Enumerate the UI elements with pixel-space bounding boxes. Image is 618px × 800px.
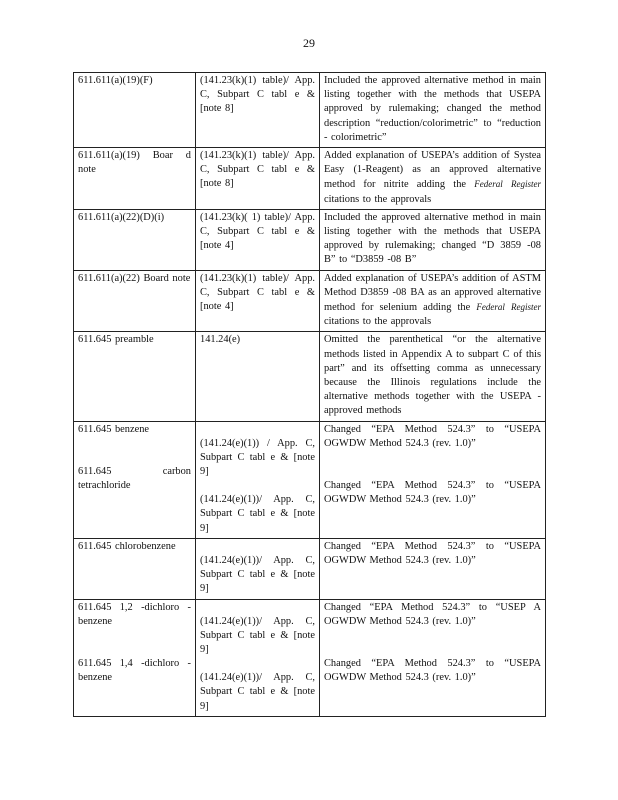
comment-text: Changed “EPA Method 524.3” to “USEPA OGWDW Method 524.3 (rev. 1.0)”	[324, 657, 541, 684]
comment-text: Changed “EPA Method 524.3” to “USEPA OGWDW Method 524.3 (rev. 1.0)”	[324, 423, 541, 449]
register-word: Register	[510, 302, 541, 313]
section-text: 611.645 1,2 -dichloro - benzene	[78, 601, 191, 627]
source-cell	[196, 599, 320, 716]
table-row	[74, 599, 546, 716]
section-cell: 611.611(a)(22) Board note	[74, 270, 196, 332]
source-cell: (141.23(k)(1) table)/ App. C, Subpart C tabl e & [note 8]	[196, 148, 320, 210]
source-cell	[196, 538, 320, 599]
comment-text: Added explanation of USEPA’s addition of ASTM Method D3859 -08 BA as an approved alternative method for selenium adding the	[324, 272, 541, 314]
comment-cell: Included the approved alternative method in main listing together with the methods that USEPA approved by rulemaking; changed the method description “reduction/colorimetric” to “reduction - colorimetric”	[320, 73, 546, 148]
section-cell: 611.645 preamble	[74, 332, 196, 421]
table-row	[74, 73, 546, 148]
table-row	[74, 148, 546, 210]
federal-word: Federal	[474, 179, 503, 190]
comment-cell	[320, 270, 546, 332]
page-number: 29	[303, 36, 315, 50]
register-word: Register	[510, 179, 541, 190]
section-text: 611.645 1,4 -dichloro - benzene	[78, 657, 191, 684]
source-text: (141.24(e)(1))/ App. C, Subpart C tabl e & [note 9]	[200, 672, 315, 712]
comment-cell	[320, 599, 546, 716]
sections-table	[73, 72, 546, 717]
section-cell	[74, 421, 196, 538]
comment-cell: Included the approved alternative method in main listing together with the methods that USEPA approved by rulemaking; changed “D 3859 -08 B” to “D3859 -08 B”	[320, 209, 546, 270]
comment-text: citations to the approvals	[324, 193, 432, 205]
section-text: 611.645 carbon tetrachloride	[78, 465, 191, 492]
comment-text: Added explanation of USEPA’s addition of Systea Easy (1-Reagent) as an approved alternative method for nitrite adding the	[324, 150, 541, 191]
section-cell: 611.645 chlorobenzene	[74, 538, 196, 599]
source-text: (141.24(e)(1))/ App. C, Subpart C tabl e & [note 9]	[200, 615, 315, 655]
table-row	[74, 209, 546, 270]
source-text: (141.24(e)(1)) / App. C, Subpart C tabl e & [note 9]	[200, 437, 315, 478]
federal-word: Federal	[476, 302, 505, 313]
section-text: 611.645 benzene	[78, 423, 150, 435]
section-cell: 611.611(a)(19)(F)	[74, 73, 196, 148]
section-cell: 611.611(a)(22)(D)(i)	[74, 209, 196, 270]
table-row	[74, 270, 546, 332]
section-cell: 611.611(a)(19) Boar d note	[74, 148, 196, 210]
table-row	[74, 332, 546, 421]
comment-cell	[320, 421, 546, 538]
comment-text: Changed “EPA Method 524.3” to “USEP A OGWDW Method 524.3 (rev. 1.0)”	[324, 601, 541, 627]
source-text: (141.24(e)(1))/ App. C, Subpart C tabl e & [note 9]	[200, 554, 315, 595]
section-cell	[74, 599, 196, 716]
source-cell: (141.23(k)( 1) table)/ App. C, Subpart C tabl e & [note 4]	[196, 209, 320, 270]
comment-cell	[320, 148, 546, 210]
comment-cell: Changed “EPA Method 524.3” to “USEPA OGWDW Method 524.3 (rev. 1.0)”	[320, 538, 546, 599]
source-text: (141.24(e)(1))/ App. C, Subpart C tabl e & [note 9]	[200, 494, 315, 534]
source-cell	[196, 421, 320, 538]
comment-text: Changed “EPA Method 524.3” to “USEPA OGWDW Method 524.3 (rev. 1.0)”	[324, 480, 541, 506]
source-cell: 141.24(e)	[196, 332, 320, 421]
comment-cell: Omitted the parenthetical “or the alternative methods listed in Appendix A to subpart C of this part” and its offsetting comma as unnecessary because the Illinois regulations include the alternative methods together with the USEPA -approved methods	[320, 332, 546, 421]
source-cell: (141.23(k)(1) table)/ App. C, Subpart C tabl e & [note 4]	[196, 270, 320, 332]
table-row	[74, 538, 546, 599]
source-cell: (141.23(k)(1) table)/ App. C, Subpart C tabl e & [note 8]	[196, 73, 320, 148]
comment-text: citations to the approvals	[324, 316, 432, 328]
table-row	[74, 421, 546, 538]
